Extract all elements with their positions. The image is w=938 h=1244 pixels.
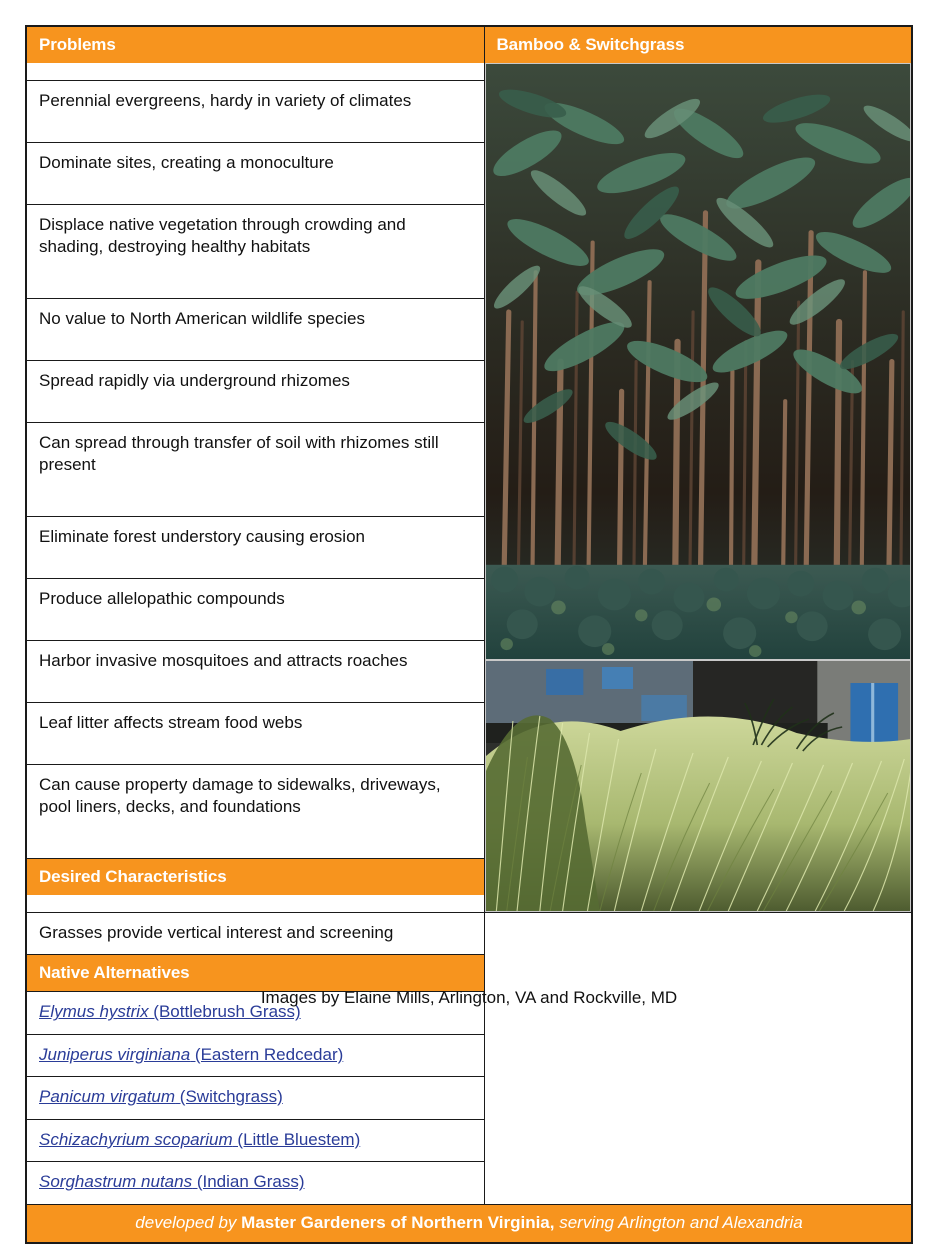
- problem-item-cell: [26, 81, 484, 143]
- list-item: Eliminate forest understory causing erosion: [27, 517, 484, 558]
- problem-item-cell: [26, 361, 484, 423]
- native-alternative-link[interactable]: [39, 1172, 305, 1191]
- native-alternative-cell: [26, 1077, 484, 1119]
- problems-header-label: Problems: [27, 27, 484, 63]
- bamboo-image-cell: [484, 26, 912, 913]
- list-item: Displace native vegetation through crowding and shading, destroying healthy habitats: [27, 205, 484, 269]
- table-row: [26, 1119, 912, 1161]
- list-item: [27, 1162, 484, 1203]
- invasive-plant-comparison-table: [25, 25, 913, 1244]
- table-row: [26, 1077, 912, 1119]
- desired-characteristics-header-label: Desired Characteristics: [27, 859, 484, 895]
- list-item: No value to North American wildlife species: [27, 299, 484, 340]
- problem-item-cell: [26, 204, 484, 298]
- problem-item-cell: [26, 142, 484, 204]
- problem-item-cell: [26, 299, 484, 361]
- footer-row: [26, 1204, 912, 1243]
- list-item: [27, 1077, 484, 1118]
- scientific-name: Sorghastrum nutans: [39, 1172, 193, 1192]
- problem-item-cell: [26, 640, 484, 702]
- list-item: Perennial evergreens, hardy in variety of climates: [27, 81, 484, 122]
- common-name: (Indian Grass): [192, 1172, 305, 1192]
- list-item: [27, 1035, 484, 1076]
- problems-header-cell: [26, 26, 484, 81]
- list-item: Produce allelopathic compounds: [27, 579, 484, 620]
- table-row: [26, 1034, 912, 1076]
- table-row: [26, 913, 912, 955]
- common-name: (Switchgrass): [175, 1087, 283, 1107]
- native-alternative-link[interactable]: [39, 1087, 283, 1106]
- image-credit-caption: Images by Elaine Mills, Arlington, VA and Rockville, MD: [260, 988, 678, 1007]
- list-item: Grasses provide vertical interest and screening: [27, 913, 484, 954]
- credit-organization: Master Gardeners of Northern Virginia,: [241, 1212, 555, 1232]
- native-alternatives-header-label: Native Alternatives: [27, 955, 484, 991]
- list-item: Dominate sites, creating a monoculture: [27, 143, 484, 184]
- credit-trail: serving Arlington and Alexandria: [554, 1212, 803, 1232]
- switchgrass-planting-photo: [485, 660, 912, 912]
- native-alternatives-header-row: [26, 955, 912, 992]
- scientific-name: Panicum virgatum: [39, 1087, 176, 1107]
- list-item: [27, 1120, 484, 1161]
- common-name: (Eastern Redcedar): [190, 1044, 344, 1064]
- problem-item-cell: [26, 764, 484, 858]
- problem-item-cell: [26, 517, 484, 579]
- list-item: Spread rapidly via underground rhizomes: [27, 361, 484, 402]
- native-alternative-cell: [26, 1034, 484, 1076]
- desired-characteristics-header-cell: [26, 859, 484, 913]
- list-item: Harbor invasive mosquitoes and attracts roaches: [27, 641, 484, 682]
- native-alternative-link[interactable]: [39, 1045, 343, 1064]
- credit-lead: developed by: [135, 1212, 242, 1232]
- native-alternative-cell: [26, 1162, 484, 1204]
- native-alternatives-header-cell: [26, 955, 484, 992]
- problem-item-cell: [26, 579, 484, 641]
- list-item: Can cause property damage to sidewalks, driveways, pool liners, decks, and foundations: [27, 765, 484, 829]
- desired-characteristic-cell: [26, 913, 484, 955]
- scientific-name: Schizachyrium scoparium: [39, 1129, 233, 1149]
- scientific-name: Elymus hystrix: [39, 1002, 149, 1022]
- table-row: [26, 1162, 912, 1204]
- native-alternative-cell: [26, 1119, 484, 1161]
- credit-banner: [27, 1205, 911, 1243]
- native-alternative-link[interactable]: [39, 1130, 360, 1149]
- plant-pair-header-label: Bamboo & Switchgrass: [485, 27, 912, 63]
- bamboo-thicket-photo: [485, 63, 912, 660]
- scientific-name: Juniperus virginiana: [39, 1044, 191, 1064]
- common-name: (Little Bluestem): [232, 1129, 361, 1149]
- list-item: Leaf litter affects stream food webs: [27, 703, 484, 744]
- table-header-row: [26, 26, 912, 81]
- list-item: Can spread through transfer of soil with rhizomes still present: [27, 423, 484, 487]
- footer-cell: [26, 1204, 912, 1243]
- problem-item-cell: [26, 422, 484, 516]
- problem-item-cell: [26, 702, 484, 764]
- common-name: (Bottlebrush Grass): [148, 1002, 301, 1022]
